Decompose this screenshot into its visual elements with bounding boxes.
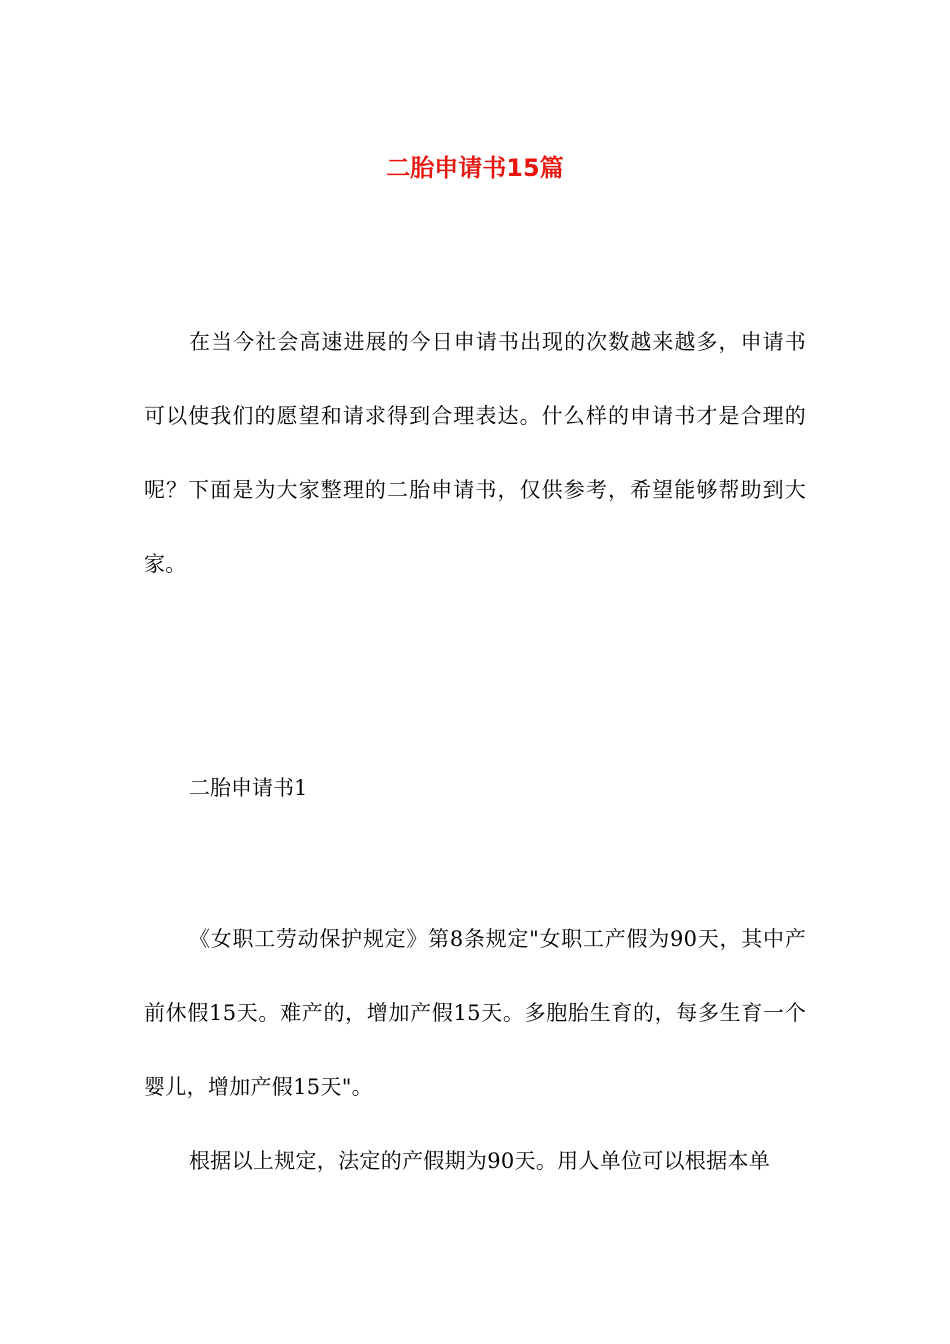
section-heading: 二胎申请书1 (189, 776, 308, 800)
body-paragraph: 根据以上规定，法定的产假期为90天。用人单位可以根据本单 (189, 1149, 771, 1173)
document-title: 二胎申请书15篇 (386, 154, 564, 183)
intro-paragraph: 在当今社会高速进展的今日申请书出现的次数越来越多，申请书可以使我们的愿望和请求得到合理表达。什么样的申请书才是合理的呢？下面是为大家整理的二胎申请书，仅供参考，希望能够帮助到大家。 (144, 330, 806, 576)
body-paragraph: 《女职工劳动保护规定》第8条规定"女职工产假为90天，其中产前休假15天。难产的，增加产假15天。多胞胎生育的，每多生育一个婴儿，增加产假15天"。 (144, 927, 806, 1099)
